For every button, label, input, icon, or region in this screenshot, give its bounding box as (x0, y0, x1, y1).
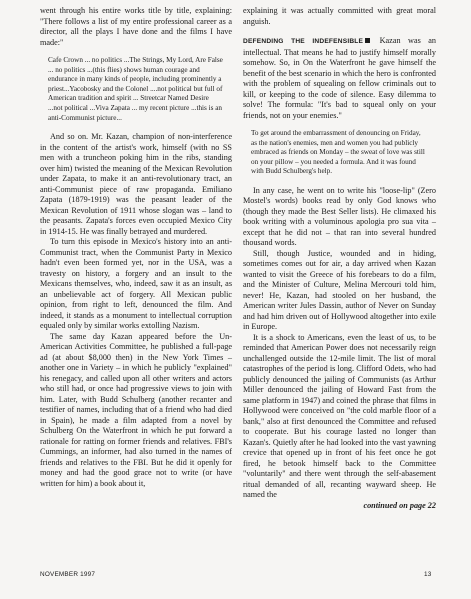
section-paragraph (243, 36, 436, 121)
left-column (40, 6, 232, 489)
square-bullet-icon (365, 38, 370, 43)
paragraph: It is a shock to Americans, even the least of us, to be reminded that American Power does not necessarily reign unchallenged outside the 12-mile limit. The list of moral catastrophes of the period is long. Clifford Odets, who had publicly denounced the jailing of Communists (as Arthur Miller denounced the jailing of Howard Fast from the same platform in 1947) and coined the phrase that films in Hollywood were conceived on "the cold marble floor of a bank," also at first denounced the Committee and refused to cooperate. But his courage lasted no longer than Kazan's. Quietly after he had looked into the vast yawning crevice that opened up in front of his feet once he got fired, he betook himself back to the Committee "voluntarily" and there went through the self-abasement ritual demanded of all, recanting wayward sheep. He named the (243, 332, 436, 500)
paragraph-text: Kazan was an intellectual. That means he had to justify himself morally somehow. So, in On the Waterfront he gave himself the benefit of the best scenario in which the hero is confronted with the problem of squealing on fellow criminals out to kill, or keeping to the code of silence. Easy dilemma to solve! The formula: "It's bad to squeal only on your friends, not on your enemies." (243, 36, 436, 120)
paragraph: To turn this episode in Mexico's history into an anti-Communist tract, when the Communist Party in Mexico hadn't even been formed yet, nor in the USA, was a travesty on history, a forgery and an insult to the Mexicans themselves, who, indeed, saw it as an insult, as an unbelievable act of forgery. All Mexican public opinion, from right to left, denounced the film. And indeed, it stands as a monument to intellectual corruption equaled only by similar works extolling Nazism. (40, 237, 232, 331)
section-heading: DEFENDING THE INDEFENSIBLE (243, 38, 364, 45)
page-number: 13 (424, 571, 432, 578)
paragraph: explaining it was actually committed with great moral anguish. (243, 6, 436, 26)
paragraph: And so on. Mr. Kazan, champion of non-interference in the content of the artist's work, himself (with no SS men with a truncheon poking him in the ribs, standing over him) twisted the meaning of the Mexican Revolution under Zapata, to make it an anti-revolutionary tract, an anti-Communist piece of raw propaganda. Emiliano Zapata (1879-1919) was the peasant leader of the Mexican Revolution of 1911 whose slogan was – land to the peasants. Zapata's forces even occupied Mexico City in 1914-15. He was finally betrayed and murdered. (40, 132, 232, 236)
continued-note: continued on page 22 (363, 500, 436, 510)
pull-quote: Cafe Crown ... no politics ...The Strings, My Lord, Are False ... no politics ...(this flies) shows human courage and endurance in many kinds of people, including prominently a priest...Yacobosky and the Colonel ....not political but full of American tradition and spirit ... Streetcar Named Desire ...not political ...Viva Zapata ... my recent picture ...this is an anti-Communist picture... (48, 56, 223, 122)
issue-date: NOVEMBER 1997 (40, 571, 96, 578)
paragraph: In any case, he went on to write his "loose-lip" (Zero Mostel's words) books read by only God knows who (though they made the Best Seller lists). He climaxed his book writing with a voluminous apologia pro sua vita – except that he did not – that ran into several hundred thousand words. (243, 185, 436, 248)
paragraph: Still, though Justice, wounded and in hiding, sometimes comes out for air, a day arrived when Kazan wanted to visit the Greece of his forebears to do a film, and the Minister of Culture, Melina Mercouri told him, never! He, Kazan, had stooled on her husband, the American writer Jules Dassin, author of Never on Sunday and had him driven out of Hollywood altogether into exile in Europe. (243, 248, 436, 332)
pull-quote: To get around the embarrassment of denouncing on Friday, as the nation's enemies, men and women you had publicly embraced as friends on Monday – the sweat of love was still on your pillow – you needed a formula. And it was found with Budd Schulberg's help. (251, 129, 425, 176)
paragraph: went through his entire works title by title, explaining: "There follows a list of my entire professional career as a director, all the plays I have done and the films I have made:" (40, 6, 232, 47)
right-column (243, 6, 436, 511)
paragraph: The same day Kazan appeared before the Un-American Activities Committee, he published a full-page ad (at about $8,000 then) in the New York Times – another one in Variety – in which he publicly "explained" his renegacy, and called upon all other writers and actors who still had, or once had progressive views to join with him. Later, with Budd Schulberg (another recanter and testifier of names, including that of a friend who had died in Spain), he made a film adapted from a novel by Schulberg On the Waterfront in which he put forward a rationale for ratting on former friends and relatives. FBI's Cummings, an informer, had also turned in the names of friends and relatives to the FBI. But he did it openly for money and had the good grace not to write (or have written for him) a book about it, (40, 331, 232, 488)
